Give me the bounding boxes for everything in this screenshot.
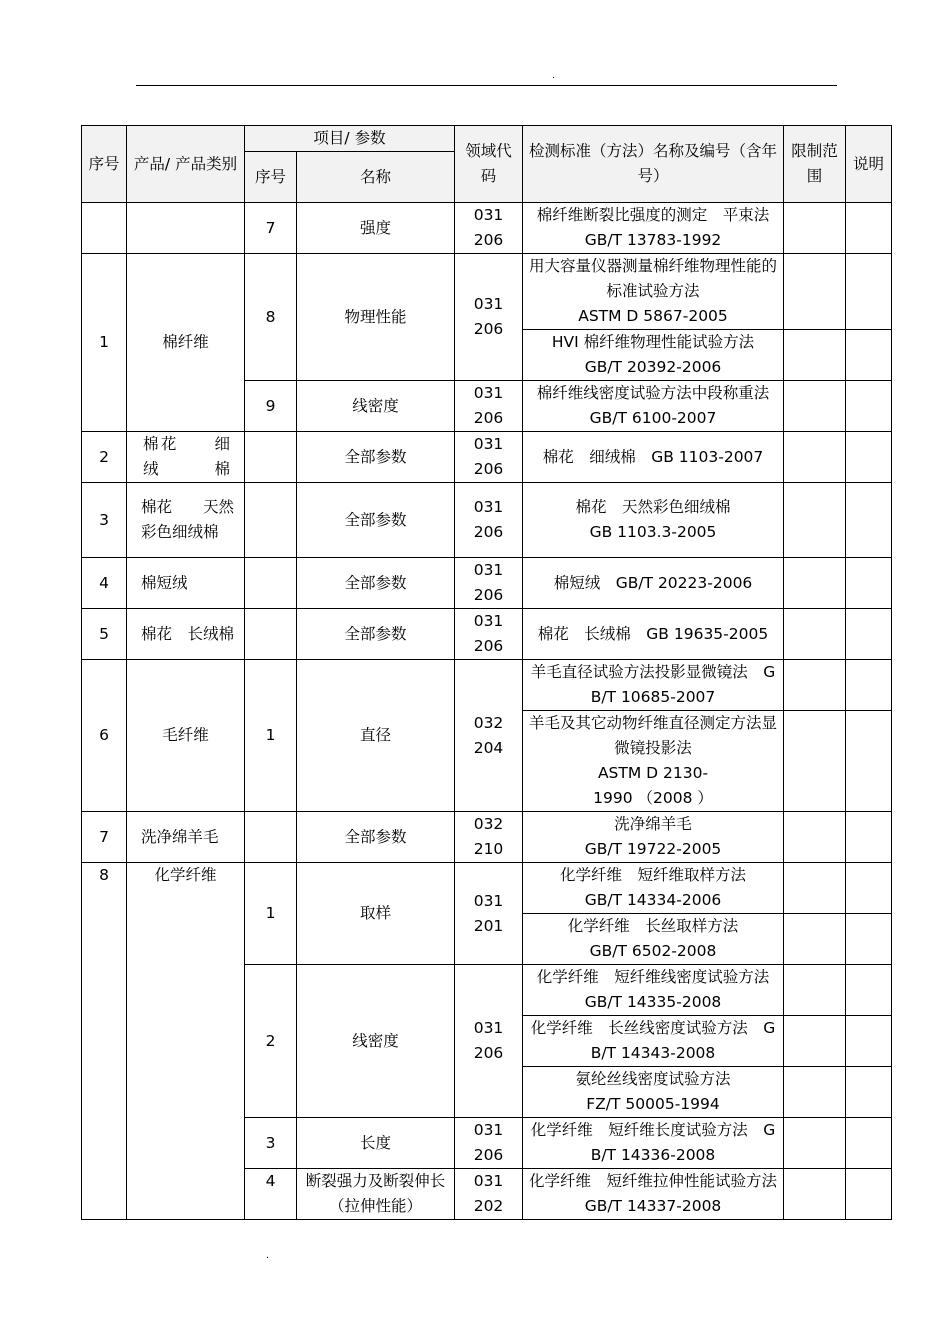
cell-standard: 棉短绒 GB/T 20223-2006 bbox=[523, 558, 784, 609]
cell-product: 棉短绒 bbox=[127, 558, 245, 609]
table-row bbox=[82, 609, 892, 660]
cell-limit bbox=[784, 711, 846, 812]
cell-note bbox=[846, 330, 892, 381]
cell-limit bbox=[784, 381, 846, 432]
header-item-name: 名称 bbox=[297, 152, 455, 203]
cell-code: 031 201 bbox=[455, 863, 523, 965]
cell-item-name: 全部参数 bbox=[297, 812, 455, 863]
cell-code: 031 206 bbox=[455, 203, 523, 254]
cell-standard: 棉花 天然彩色细绒棉 GB 1103.3-2005 bbox=[523, 483, 784, 558]
table-row bbox=[82, 812, 892, 863]
cell-item-seq: 4 bbox=[245, 1169, 297, 1220]
cell-note bbox=[846, 254, 892, 330]
table-row bbox=[82, 660, 892, 711]
cell-standard: 氨纶丝线密度试验方法 FZ/T 50005-1994 bbox=[523, 1067, 784, 1118]
cell-code: 031 206 bbox=[455, 254, 523, 381]
cell-note bbox=[846, 1169, 892, 1220]
cell-standard: 洗净绵羊毛 GB/T 19722-2005 bbox=[523, 812, 784, 863]
cell-product bbox=[127, 203, 245, 254]
cell-standard: 羊毛及其它动物纤维直径测定方法显微镜投影法 ASTM D 2130- 1990 （2008 ） bbox=[523, 711, 784, 812]
cell-seq: 6 bbox=[82, 660, 127, 812]
cell-item-name: 线密度 bbox=[297, 965, 455, 1118]
cell-item-seq bbox=[245, 558, 297, 609]
cell-limit bbox=[784, 432, 846, 483]
cell-product: 棉纤维 bbox=[127, 254, 245, 432]
footer-mark: . bbox=[266, 1250, 270, 1261]
cell-seq: 5 bbox=[82, 609, 127, 660]
cell-limit bbox=[784, 330, 846, 381]
cell-limit bbox=[784, 254, 846, 330]
cell-item-name: 长度 bbox=[297, 1118, 455, 1169]
header-mark: . bbox=[552, 70, 556, 81]
cell-limit bbox=[784, 558, 846, 609]
cell-limit bbox=[784, 1016, 846, 1067]
cell-item-name: 全部参数 bbox=[297, 609, 455, 660]
cell-standard: 棉花 长绒棉 GB 19635-2005 bbox=[523, 609, 784, 660]
cell-standard: 化学纤维 短纤维线密度试验方法 GB/T 14335-2008 bbox=[523, 965, 784, 1016]
cell-note bbox=[846, 711, 892, 812]
cell-product: 棉花 长绒棉 bbox=[127, 609, 245, 660]
cell-standard: 羊毛直径试验方法投影显微镜法 GB/T 10685-2007 bbox=[523, 660, 784, 711]
cell-standard: 用大容量仪器测量棉纤维物理性能的标准试验方法 ASTM D 5867-2005 bbox=[523, 254, 784, 330]
cell-standard: 化学纤维 短纤维取样方法 GB/T 14334-2006 bbox=[523, 863, 784, 914]
cell-limit bbox=[784, 1067, 846, 1118]
cell-item-name: 强度 bbox=[297, 203, 455, 254]
cell-item-seq bbox=[245, 432, 297, 483]
cell-item-seq bbox=[245, 609, 297, 660]
cell-seq bbox=[82, 203, 127, 254]
cell-limit bbox=[784, 914, 846, 965]
cell-note bbox=[846, 812, 892, 863]
cell-item-name: 取样 bbox=[297, 863, 455, 965]
header-standard: 检测标准（方法）名称及编号（含年号） bbox=[523, 126, 784, 203]
cell-item-seq bbox=[245, 812, 297, 863]
cell-product: 棉花 细绒棉 bbox=[127, 432, 245, 483]
cell-item-seq: 3 bbox=[245, 1118, 297, 1169]
cell-code: 032 204 bbox=[455, 660, 523, 812]
cell-code: 031 206 bbox=[455, 965, 523, 1118]
cell-code: 031 206 bbox=[455, 609, 523, 660]
cell-seq: 1 bbox=[82, 254, 127, 432]
header-item-seq: 序号 bbox=[245, 152, 297, 203]
cell-limit bbox=[784, 965, 846, 1016]
header-limit: 限制范围 bbox=[784, 126, 846, 203]
cell-seq: 4 bbox=[82, 558, 127, 609]
cell-item-name: 全部参数 bbox=[297, 558, 455, 609]
cell-standard: 棉纤维断裂比强度的测定 平束法 GB/T 13783-1992 bbox=[523, 203, 784, 254]
cell-note bbox=[846, 609, 892, 660]
cell-item-name: 物理性能 bbox=[297, 254, 455, 381]
cell-item-seq: 7 bbox=[245, 203, 297, 254]
cell-seq: 8 bbox=[82, 863, 127, 1220]
cell-standard: 棉纤维线密度试验方法中段称重法 GB/T 6100-2007 bbox=[523, 381, 784, 432]
cell-seq: 7 bbox=[82, 812, 127, 863]
cell-item-seq: 8 bbox=[245, 254, 297, 381]
header-seq: 序号 bbox=[82, 126, 127, 203]
header-domain-code: 领域代码 bbox=[455, 126, 523, 203]
test-standards-table bbox=[81, 125, 892, 1220]
cell-seq: 3 bbox=[82, 483, 127, 558]
cell-note bbox=[846, 1016, 892, 1067]
table-row bbox=[82, 483, 892, 558]
cell-code: 031 206 bbox=[455, 558, 523, 609]
cell-note bbox=[846, 1067, 892, 1118]
cell-product: 毛纤维 bbox=[127, 660, 245, 812]
cell-item-name: 全部参数 bbox=[297, 432, 455, 483]
cell-note bbox=[846, 432, 892, 483]
cell-product: 化学纤维 bbox=[127, 863, 245, 1220]
table-row bbox=[82, 558, 892, 609]
cell-note bbox=[846, 558, 892, 609]
cell-standard: HVI 棉纤维物理性能试验方法 GB/T 20392-2006 bbox=[523, 330, 784, 381]
cell-standard: 化学纤维 长丝取样方法 GB/T 6502-2008 bbox=[523, 914, 784, 965]
cell-note bbox=[846, 483, 892, 558]
cell-standard: 化学纤维 短纤维拉伸性能试验方法 GB/T 14337-2008 bbox=[523, 1169, 784, 1220]
cell-note bbox=[846, 1118, 892, 1169]
table-row bbox=[82, 432, 892, 483]
cell-item-seq: 1 bbox=[245, 660, 297, 812]
cell-note bbox=[846, 381, 892, 432]
cell-code: 031 206 bbox=[455, 483, 523, 558]
cell-standard: 化学纤维 短纤维长度试验方法 GB/T 14336-2008 bbox=[523, 1118, 784, 1169]
cell-standard: 棉花 细绒棉 GB 1103-2007 bbox=[523, 432, 784, 483]
cell-limit bbox=[784, 863, 846, 914]
header-note: 说明 bbox=[846, 126, 892, 203]
cell-limit bbox=[784, 483, 846, 558]
cell-item-name: 线密度 bbox=[297, 381, 455, 432]
cell-product: 洗净绵羊毛 bbox=[127, 812, 245, 863]
header-product: 产品/ 产品类别 bbox=[127, 126, 245, 203]
cell-note bbox=[846, 203, 892, 254]
cell-note bbox=[846, 863, 892, 914]
cell-code: 032 210 bbox=[455, 812, 523, 863]
table-row bbox=[82, 203, 892, 254]
cell-item-seq: 2 bbox=[245, 965, 297, 1118]
cell-note bbox=[846, 914, 892, 965]
cell-seq: 2 bbox=[82, 432, 127, 483]
table-row bbox=[82, 254, 892, 330]
cell-limit bbox=[784, 1169, 846, 1220]
cell-item-seq: 1 bbox=[245, 863, 297, 965]
cell-limit bbox=[784, 203, 846, 254]
cell-item-seq: 9 bbox=[245, 381, 297, 432]
cell-code: 031 202 bbox=[455, 1169, 523, 1220]
cell-code: 031 206 bbox=[455, 1118, 523, 1169]
cell-item-name: 断裂强力及断裂伸长（拉伸性能） bbox=[297, 1169, 455, 1220]
cell-note bbox=[846, 660, 892, 711]
cell-item-name: 直径 bbox=[297, 660, 455, 812]
cell-code: 031 206 bbox=[455, 432, 523, 483]
cell-standard: 化学纤维 长丝线密度试验方法 GB/T 14343-2008 bbox=[523, 1016, 784, 1067]
cell-item-name: 全部参数 bbox=[297, 483, 455, 558]
cell-item-seq bbox=[245, 483, 297, 558]
cell-product: 棉花 天然彩色细绒棉 bbox=[127, 483, 245, 558]
table-header-row bbox=[82, 126, 892, 152]
cell-limit bbox=[784, 609, 846, 660]
cell-limit bbox=[784, 660, 846, 711]
table-row bbox=[82, 863, 892, 914]
cell-code: 031 206 bbox=[455, 381, 523, 432]
header-rule bbox=[136, 85, 837, 86]
header-item-param: 项目/ 参数 bbox=[245, 126, 455, 152]
cell-note bbox=[846, 965, 892, 1016]
cell-limit bbox=[784, 1118, 846, 1169]
cell-limit bbox=[784, 812, 846, 863]
